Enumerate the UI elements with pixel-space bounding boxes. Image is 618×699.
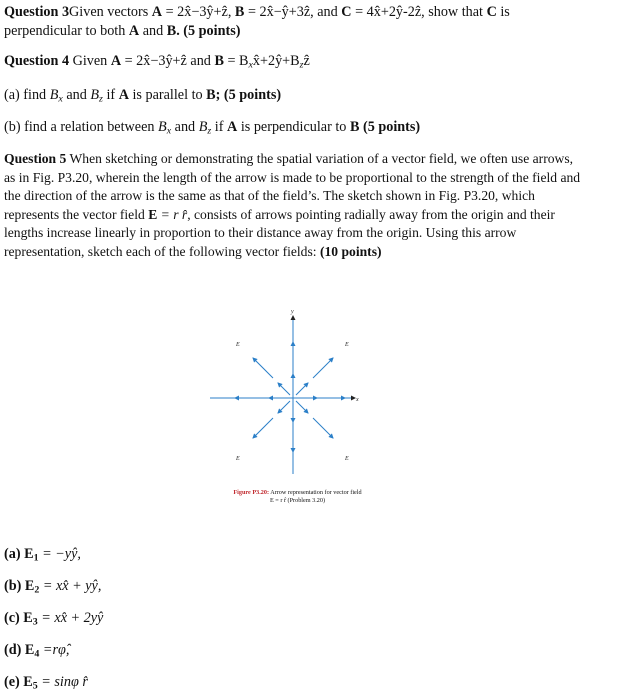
question-4-title: Question 4 — [4, 53, 70, 69]
figure-p3-20 — [205, 302, 365, 477]
figure-caption-label: Figure P3.20: — [233, 489, 270, 496]
question-5-line-1: Question 5 When sketching or demonstrating the spatial variation of a vector field, we often use arrows, — [4, 151, 574, 166]
e-label-top-left: E — [236, 342, 240, 348]
question-5-line-3: the direction of the arrow is the same as that of the field’s. The sketch shown in Fig. P3.20, which — [4, 188, 535, 203]
radial-field-diagram — [205, 302, 365, 477]
field-item-e: (e) $E_5 = \sin\varphi$ r̂ — [4, 674, 88, 692]
question-3 — [4, 3, 608, 40]
figure-caption-line-2: E = r r̂ (Problem 3.20) — [269, 497, 326, 504]
field-item-b: (b) $E_2$ = xx̂ + yŷ, — [4, 578, 102, 596]
question-3-line-2: perpendicular to both A and B. (5 points) — [4, 22, 241, 39]
field-item-c: (c) $E_3$ = xx̂ + 2yŷ — [4, 610, 104, 628]
question-3-line-1: Question 3Given vectors A = 2x̂−3ŷ+ẑ, B = 2x̂−ŷ+3ẑ, and C = 4x̂+2ŷ-2ẑ, show that C is — [4, 4, 510, 20]
e-label-bottom-right: E — [345, 456, 349, 462]
field-item-a: (a) $E_1$ = −yŷ, — [4, 546, 81, 564]
field-item-d: (d) $E_4$ =rφ̂, — [4, 642, 70, 660]
question-3-title: Question 3 — [4, 4, 70, 20]
question-4a: (a) find $B_x$ and $B_z$ if A is parallel to B; (5 points) — [4, 87, 282, 105]
question-4-header: Question 4 Given A = 2x̂−3ŷ+ẑ and $B = B_xx̂+2ŷ+B_zẑ$ — [4, 53, 310, 71]
question-4b: (b) find a relation between $B_x$ and $B_z$ if A is perpendicular to B (5 points) — [4, 119, 421, 137]
e-label-bottom-left: E — [236, 456, 240, 462]
question-5 — [4, 150, 608, 261]
y-axis-label: y — [291, 309, 294, 315]
question-5-title: Question 5 — [4, 151, 67, 166]
question-5-points: (10 points) — [319, 243, 382, 259]
field-arrows — [235, 342, 345, 452]
question-5-line-2: as in Fig. P3.20, wherein the length of the arrow is made to be proportional to the strength of the field and — [4, 169, 581, 185]
e-label-top-right: E — [345, 342, 349, 348]
question-5-line-5: lengths increase linearly in proportion to their distance away from the origin. Using this arrow — [4, 225, 517, 240]
question-5-line-6: representation, sketch each of the following vector fields: (10 points) — [4, 243, 382, 259]
x-axis-label: x — [356, 397, 359, 403]
question-5-line-4: represents the vector field E = r r̂, consists of arrows pointing radially away from the origin and their — [4, 206, 555, 222]
question-3-points: (5 points) — [179, 22, 241, 39]
figure-caption: Figure P3.20: Arrow representation for vector field E = r r̂ (Problem 3.20) — [205, 489, 390, 505]
